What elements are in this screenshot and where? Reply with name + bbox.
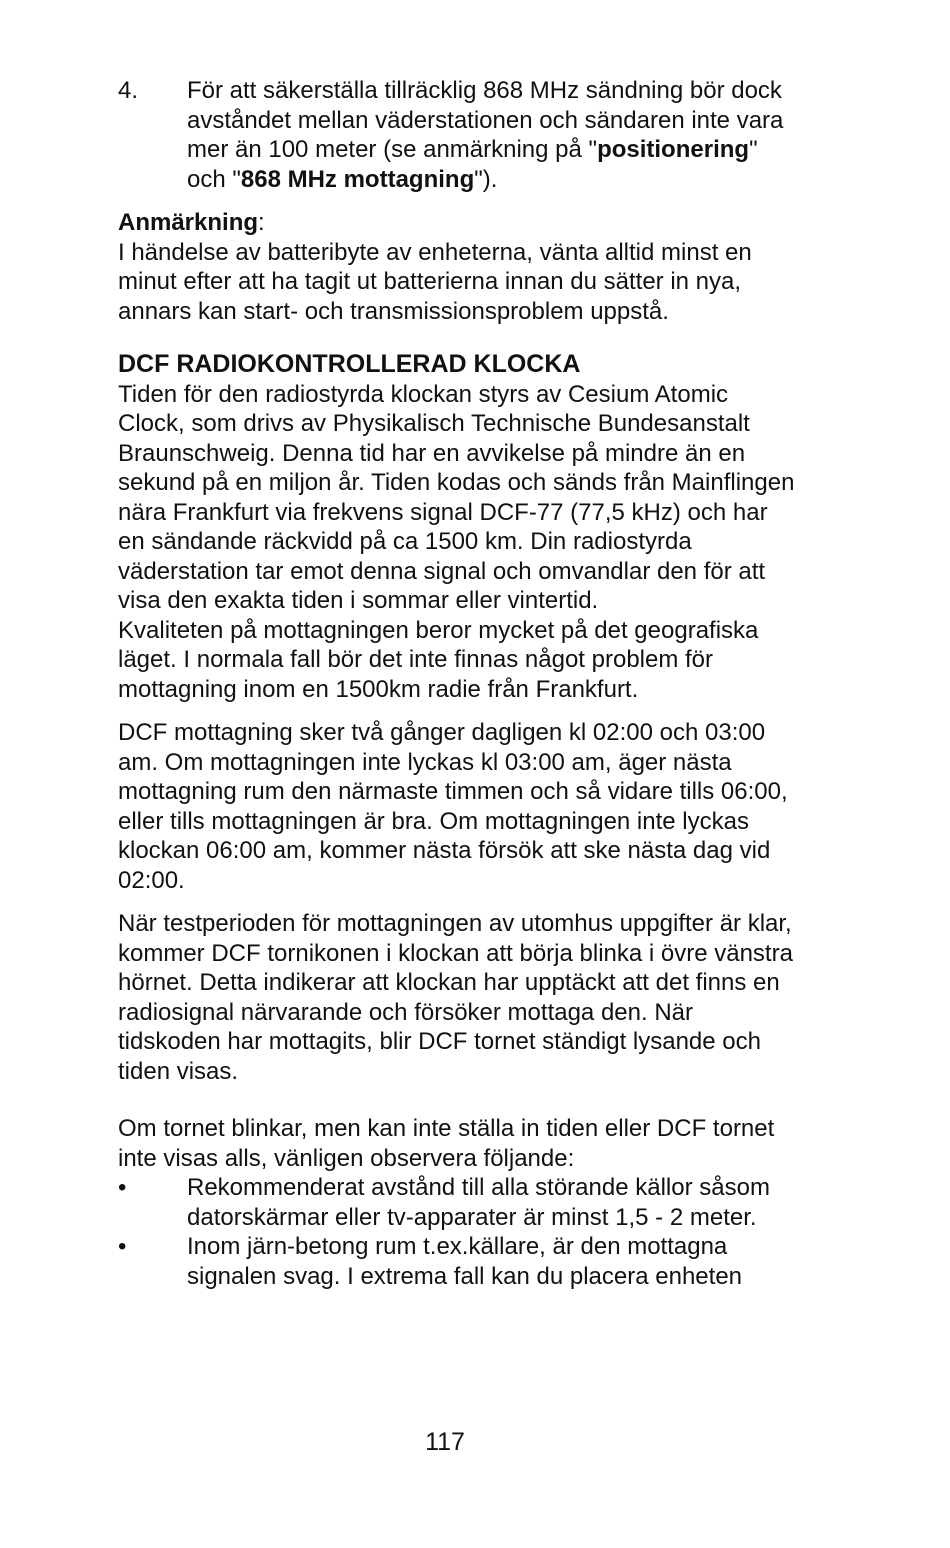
list-item <box>118 1173 798 1232</box>
item-number: 4. <box>118 77 139 104</box>
page-body <box>118 76 798 1291</box>
dcf-paragraph-1: Tiden för den radiostyrda klockan styrs av Cesium Atomic Clock, som drivs av Physikalisch Technische Bundesanstalt Braunschweig. Denna tid har en avvikelse på mindre än en sekund på en miljon år. Tiden kodas och sänds från Mainflingen nära Frankfurt via frekvens signal DCF-77 (77,5 kHz) och har en sändande räckvidd på ca 1500 km. Din radiostyrda väderstation tar emot denna signal och omvandlar den för att visa den exakta tiden i sommar eller vintertid. <box>118 380 795 614</box>
item-text-c: "). <box>474 165 498 193</box>
bullet-marker: • <box>118 1174 127 1201</box>
bullet-text: Rekommenderat avstånd till alla störande källor såsom datorskärmar eller tv-apparater är minst 1,5 - 2 meter. <box>187 1174 770 1231</box>
note-body: I händelse av batteribyte av enheterna, vänta alltid minst en minut efter att ha tagit ut batterierna innan du sätter in nya, annars kan start- och transmissionsproblem uppstå. <box>118 238 752 325</box>
note-heading <box>118 208 798 238</box>
item-text-a: För att säkerställa tillräcklig 868 MHz sändning bör dock avståndet mellan väderstationen och sändaren inte vara mer än 100 meter (se anmärkning på " <box>187 77 784 163</box>
dcf-paragraph-5: Om tornet blinkar, men kan inte ställa in tiden eller DCF tornet inte visas alls, vänligen observera följande: <box>118 1115 775 1172</box>
numbered-item-4 <box>118 76 798 194</box>
page-number: 117 <box>425 1428 465 1456</box>
item-text-b: " och " <box>187 136 758 193</box>
item-bold-868-mhz: 868 MHz mottagning <box>240 165 475 193</box>
dcf-paragraph-2: Kvaliteten på mottagningen beror mycket på det geografiska läget. I normala fall bör det inte finnas något problem för mottagning inom en 1500km radie från Frankfurt. <box>118 616 759 703</box>
note-heading-label: Anmärkning <box>118 209 259 236</box>
list-item <box>118 1232 798 1291</box>
bullet-list <box>118 1173 798 1291</box>
note-heading-colon: : <box>258 209 265 236</box>
bullet-text: Inom järn-betong rum t.ex.källare, är den mottagna signalen svag. I extrema fall kan du placera enheten <box>187 1233 743 1290</box>
bullet-marker: • <box>118 1233 127 1260</box>
dcf-paragraph-4: När testperioden för mottagningen av utomhus uppgifter är klar, kommer DCF tornikonen i klockan att börja blinka i övre vänstra hörnet. Detta indikerar att klockan har upptäckt att det finns en radiosignal närvarande och försöker mottaga den. När tidskoden har mottagits, blir DCF tornet ständigt lysande och tiden visas. <box>118 910 793 1085</box>
item-bold-positionering: positionering <box>597 136 750 163</box>
dcf-paragraph-3: DCF mottagning sker två gånger dagligen kl 02:00 och 03:00 am. Om mottagningen inte lyckas kl 03:00 am, äger nästa mottagning rum den närmaste timmen och så vidare tills 06:00, eller tills mottagningen är bra. Om mottagningen inte lyckas klockan 06:00 am, kommer nästa försök att ske nästa dag vid 02:00. <box>118 719 788 894</box>
section-title-dcf: DCF RADIOKONTROLLERAD KLOCKA <box>118 350 581 378</box>
